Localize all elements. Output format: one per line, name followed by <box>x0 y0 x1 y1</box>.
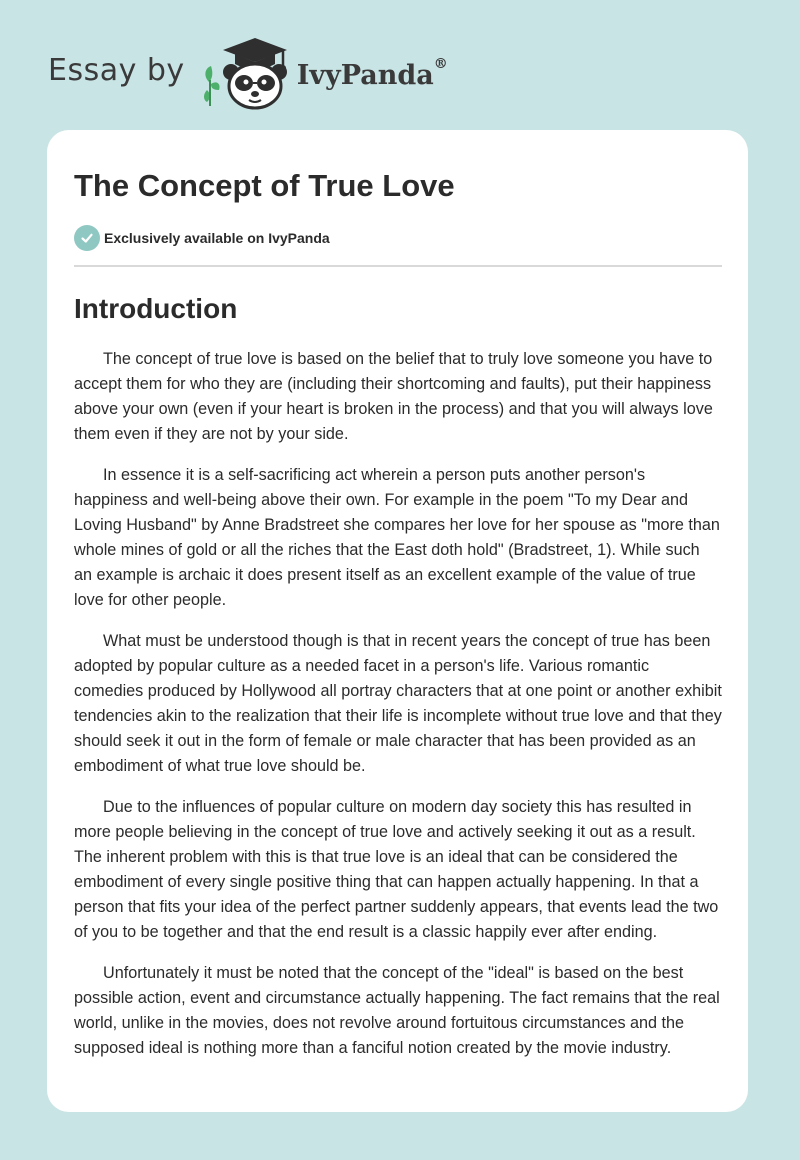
brand-text: IvyPanda <box>296 59 434 91</box>
check-icon <box>74 225 100 251</box>
essay-card <box>47 130 748 1112</box>
registered-mark: ® <box>433 55 448 72</box>
panda-graduate-icon[interactable] <box>199 34 295 114</box>
brand-name[interactable] <box>296 55 448 91</box>
essay-body <box>74 347 722 1061</box>
essay-by-label: Essay by <box>48 52 185 88</box>
page-title: The Concept of True Love <box>74 168 455 203</box>
paragraph: Unfortunately it must be noted that the concept of the "ideal" is based on the best possible action, event and circumstance actually happening. The fact remains that the real world, unlike in the movies, does not revolve around fortuitous circumstances and the supposed ideal is nothing more than a fanciful notion created by the movie industry. <box>74 964 720 1057</box>
divider <box>74 265 722 267</box>
badge-text: Exclusively available on IvyPanda <box>104 230 330 246</box>
paragraph: The concept of true love is based on the belief that to truly love someone you have to accept them for who they are (including their shortcoming and faults), put their happiness above your own (even if your heart is broken in the process) and that you will always love them even if they are not by your side. <box>74 350 713 443</box>
section-heading: Introduction <box>74 293 238 324</box>
site-header <box>48 34 448 114</box>
paragraph: In essence it is a self-sacrificing act wherein a person puts another person's happiness and well-being above their own. For example in the poem "To my Dear and Loving Husband" by Anne Bradstreet she compares her love for her spouse as "more than whole mines of gold or all the riches that the East doth hold" (Bradstreet, 1). While such an example is archaic it does present itself as an excellent example of the value of true love for other people. <box>74 466 720 609</box>
paragraph: Due to the influences of popular culture on modern day society this has resulted in more people believing in the concept of true love and actively seeking it out as a result. The inherent problem with this is that true love is an ideal that can be considered the embodiment of every single positive thing that can happen actually happening. In that a person that fits your idea of the perfect partner suddenly appears, that events lead the two of you to be together and that the end result is a classic happily ever after ending. <box>74 798 719 941</box>
exclusive-badge <box>74 225 722 251</box>
leaf-icon <box>204 66 220 106</box>
paragraph: What must be understood though is that in recent years the concept of true has been adopted by popular culture as a needed facet in a person's life. Various romantic comedies produced by Hollywood all portray characters that at one point or another exhibit tendencies akin to the realization that their life is incomplete without true love and that they should seek it out in the form of female or male character that has been provided as an embodiment of what true love should be. <box>74 632 722 775</box>
